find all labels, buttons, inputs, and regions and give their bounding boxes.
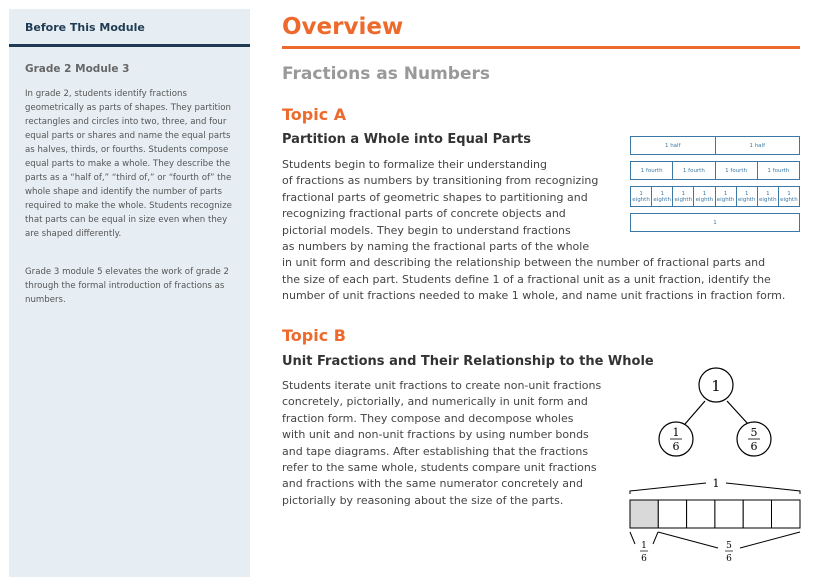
- text-line: Students iterate unit fractions to create non-unit fractions: [282, 379, 602, 392]
- eighth-cell: [757, 187, 778, 206]
- whole-strip: [630, 213, 800, 232]
- topic-b-label: Topic B: [282, 326, 346, 345]
- eighth-top: 1: [681, 190, 686, 197]
- bottom-brace-right: [740, 532, 800, 548]
- topic-a-heading: Partition a Whole into Equal Parts: [282, 132, 531, 147]
- half-cell: 1 half: [715, 137, 800, 154]
- text-line: fraction form. They compose and decompose wholes: [282, 411, 574, 425]
- text-line: and tape diagrams. After establishing that the fractions: [282, 444, 589, 458]
- bottom-brace-left: [630, 532, 635, 544]
- whole-label: 1: [711, 377, 721, 395]
- sidebar-subtitle: Grade 2 Module 3: [25, 63, 130, 75]
- text-line: as numbers by naming the fractional parts of the whole: [282, 240, 590, 254]
- fourths-strip: [630, 161, 800, 180]
- eighth-bottom: eighth: [716, 196, 735, 203]
- bond-line-left: [685, 401, 705, 424]
- text-line: recognizing fractional parts of concrete objects and: [282, 207, 566, 221]
- tape-total-label: 1: [712, 477, 720, 490]
- text-line: and fractions with the same numerator concretely and: [282, 477, 583, 491]
- text-line: refer to the same whole, students compare unit fractions: [282, 461, 597, 475]
- eighth-bottom: eighth: [632, 196, 650, 203]
- sidebar-divider: [9, 44, 250, 47]
- sidebar-title: Before This Module: [25, 21, 145, 34]
- left-numerator: 1: [672, 426, 680, 439]
- page-title: Overview: [282, 14, 404, 40]
- shaded-tape-cell: [630, 500, 658, 528]
- left-denominator: 6: [672, 440, 680, 453]
- fourth-cell: 1 fourth: [640, 167, 663, 174]
- title-divider: [282, 46, 800, 49]
- eighth-cell: [693, 187, 714, 206]
- text-line: pictorially by reasoning about the size of the parts.: [282, 493, 564, 507]
- text-line: Students begin to formalize their understanding: [282, 158, 547, 171]
- fourth-cell: 1 fourth: [757, 162, 799, 179]
- bottom-brace-left: [653, 532, 658, 544]
- eighth-top: 1: [702, 190, 707, 197]
- number-bond-diagram: [626, 364, 806, 569]
- eighth-cell: [631, 187, 651, 206]
- bond-line-right: [727, 401, 748, 424]
- eighth-bottom: eighth: [780, 196, 798, 203]
- text-line: pictorial models. They begin to understand fractions: [282, 223, 571, 237]
- eighth-bottom: eighth: [695, 196, 714, 203]
- text-line: fractional parts of geometric shapes to partitioning and: [282, 190, 588, 204]
- top-brace-right: [726, 483, 800, 494]
- tape-left-numerator: 1: [641, 541, 647, 551]
- tape-cell: [772, 500, 801, 528]
- sidebar-paragraph-2: Grade 3 module 5 elevates the work of grade 2 through the formal introduction of fractions as numbers.: [25, 267, 230, 305]
- text-line: of fractions as numbers by transitioning from recognizing: [282, 174, 599, 188]
- right-denominator: 6: [750, 440, 758, 453]
- top-brace-left: [630, 483, 706, 494]
- eighth-bottom: eighth: [653, 196, 671, 203]
- eighth-top: 1: [639, 190, 643, 197]
- eighth-cell: [736, 187, 757, 206]
- tape-right-denominator: 6: [726, 554, 732, 564]
- sidebar-paragraph-1: In grade 2, students identify fractions geometrically as parts of shapes. They partition rectangles and circles into two, three, and four equal parts or shares and name the equal parts as halves, thirds, or fourths. Students compose equal parts to make a whole. They describe the parts as a “half of,” “third of,” or “fourth of” the whole shape and identify the number of parts required to make the whole. Students recognize that parts can be equal in size even when they are shaped differently.: [25, 89, 232, 239]
- tape-left-denominator: 6: [641, 554, 647, 564]
- tape-cell: [658, 500, 686, 528]
- text-line: number of unit fractions needed to make 1 whole, and name unit fractions in fraction form.: [282, 289, 786, 303]
- text-line: in unit form and describing the relationship between the number of fractional parts and: [282, 256, 766, 270]
- eighth-top: 1: [723, 190, 728, 197]
- eighth-bottom: eighth: [759, 196, 777, 203]
- right-numerator: 5: [750, 426, 758, 439]
- fraction-strips-diagram: [630, 136, 800, 238]
- tape-cell: [715, 500, 743, 528]
- fourth-cell: 1 fourth: [672, 162, 714, 179]
- topic-a-label: Topic A: [282, 105, 347, 124]
- tape-right-numerator: 5: [726, 541, 732, 551]
- eighth-top: 1: [660, 190, 664, 197]
- text-line: with unit and non-unit fractions by using number bonds: [282, 428, 589, 442]
- text-line: concretely, pictorially, and numerically in unit form and: [282, 395, 588, 409]
- page-subtitle: Fractions as Numbers: [282, 64, 490, 84]
- text-line: the size of each part. Students define 1 of a fractional unit as a unit fraction, identify the: [282, 272, 771, 286]
- eighth-top: 1: [766, 190, 770, 197]
- sidebar-panel: [9, 9, 250, 577]
- eighth-cell: [715, 187, 736, 206]
- bottom-brace-right: [658, 532, 718, 548]
- whole-cell: 1: [713, 219, 717, 226]
- tape-cell: [687, 500, 715, 528]
- eighth-bottom: eighth: [674, 196, 693, 203]
- topic-b-heading: Unit Fractions and Their Relationship to the Whole: [282, 354, 654, 369]
- halves-strip: [630, 136, 800, 155]
- eighths-strip: [630, 186, 800, 207]
- fourth-cell: 1 fourth: [715, 162, 757, 179]
- eighth-bottom: eighth: [737, 196, 756, 203]
- half-cell: 1 half: [664, 142, 681, 149]
- tape-cell: [743, 500, 771, 528]
- eighth-cell: [651, 187, 672, 206]
- topic-b-paragraph: [282, 378, 601, 509]
- eighth-top: 1: [787, 190, 791, 197]
- eighth-cell: [778, 187, 799, 206]
- eighth-top: 1: [744, 190, 749, 197]
- eighth-cell: [672, 187, 693, 206]
